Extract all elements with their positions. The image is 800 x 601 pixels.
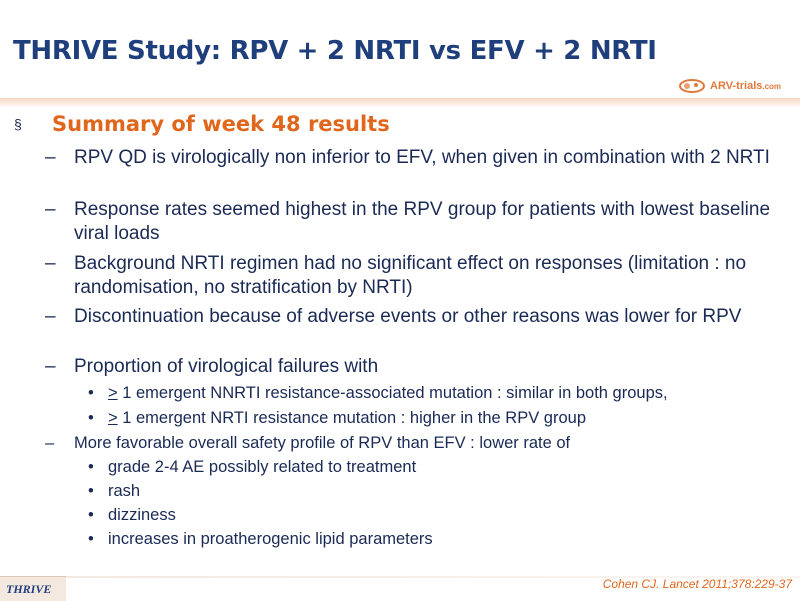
list-item xyxy=(45,432,780,454)
slide-title: THRIVE Study: RPV + 2 NRTI vs EFV + 2 NRTI xyxy=(13,36,657,66)
sub-list-item xyxy=(88,456,788,478)
dot-bullet: • xyxy=(88,506,94,524)
list-item-text: More favorable overall safety profile of RPV than EFV : lower rate of xyxy=(74,434,571,452)
sub-list-item-text: rash xyxy=(108,482,141,500)
list-item-text: RPV QD is virologically non inferior to EFV, when given in combination with 2 NRTI xyxy=(74,147,770,168)
sub-list-item-text: increases in proatherogenic lipid parameters xyxy=(108,530,433,548)
dot-bullet: • xyxy=(88,530,94,548)
list-item-text: Response rates seemed highest in the RPV group for patients with lowest baseline viral loads xyxy=(74,199,771,244)
citation: Cohen CJ. Lancet 2011;378:229-37 xyxy=(602,577,792,591)
logo-brand: ARV-trials xyxy=(710,80,763,92)
ge-symbol: > xyxy=(108,384,118,402)
dash-bullet: – xyxy=(45,253,56,274)
list-item-text: Proportion of virological failures with xyxy=(74,356,379,377)
dot-bullet: • xyxy=(88,482,94,500)
sub-list-item-text: > 1 emergent NNRTI resistance-associated mutation : similar in both groups, xyxy=(108,384,668,402)
list-item xyxy=(45,355,780,379)
sub-list-item xyxy=(88,504,788,526)
sub-list-item-text: dizziness xyxy=(108,506,176,524)
list-item-text: Discontinuation because of adverse events or other reasons was lower for RPV xyxy=(74,306,742,327)
dot-bullet: • xyxy=(88,409,94,427)
summary-heading xyxy=(14,112,390,136)
list-item xyxy=(45,198,780,246)
sub-list-item xyxy=(88,407,788,429)
sub-list-item xyxy=(88,528,788,550)
dash-bullet: – xyxy=(45,434,55,452)
sub-list-item xyxy=(88,382,788,404)
title-divider xyxy=(0,98,800,108)
arv-trials-logo xyxy=(678,75,798,97)
footer-study-tag xyxy=(0,576,66,601)
logo-swoosh-icon xyxy=(678,76,708,96)
dash-bullet: – xyxy=(45,356,56,377)
list-item xyxy=(45,305,780,329)
dash-bullet: – xyxy=(45,199,56,220)
dot-bullet: • xyxy=(88,458,94,476)
sub-list-item-text: > 1 emergent NRTI resistance mutation : higher in the RPV group xyxy=(108,409,586,427)
list-item-text: Background NRTI regimen had no significant effect on responses (limitation : no randomisation, no stratification by NRTI) xyxy=(74,253,747,298)
ge-symbol: > xyxy=(108,409,118,427)
summary-heading-text: Summary of week 48 results xyxy=(52,112,390,136)
dot-bullet: • xyxy=(88,384,94,402)
list-item xyxy=(45,146,780,170)
logo-text xyxy=(710,80,781,92)
list-item xyxy=(45,252,780,300)
dash-bullet: – xyxy=(45,147,56,168)
sub-list-item xyxy=(88,480,788,502)
dash-bullet: – xyxy=(45,306,56,327)
footer-study-tag-text: THRIVE xyxy=(6,582,52,596)
logo-domain: .com xyxy=(762,82,782,91)
sub-list-item-text: grade 2-4 AE possibly related to treatment xyxy=(108,458,417,476)
square-bullet-icon: § xyxy=(14,116,22,132)
